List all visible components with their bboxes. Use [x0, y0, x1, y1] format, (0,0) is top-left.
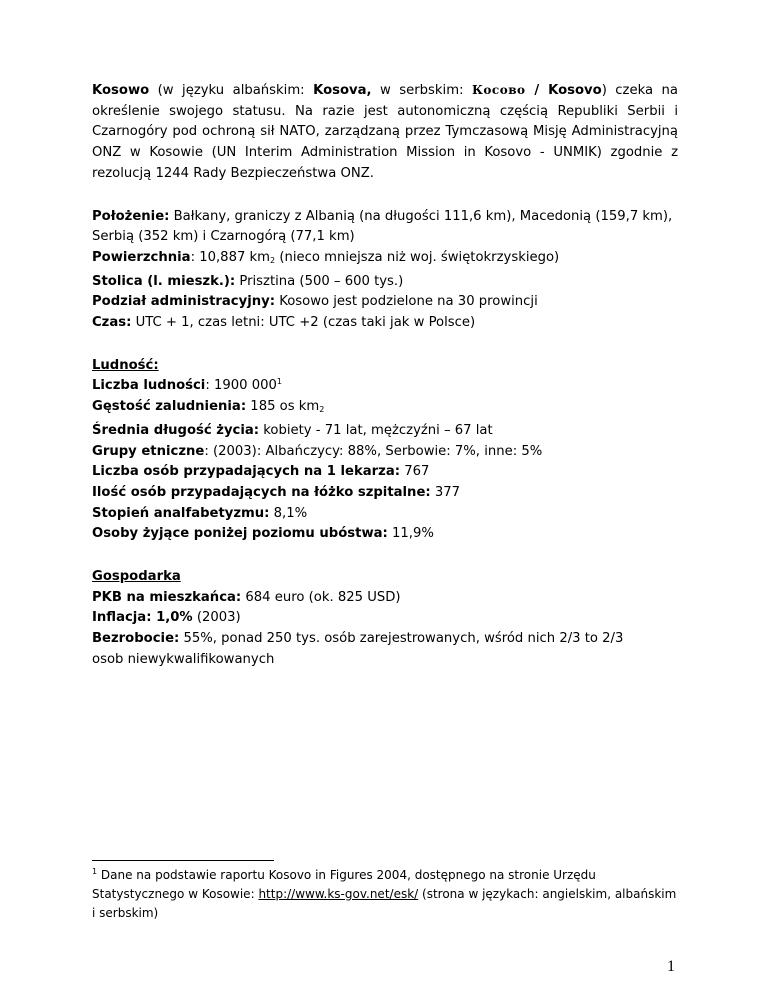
- footnote-ref: 1: [276, 377, 282, 387]
- gdp-row: [92, 588, 678, 609]
- hospital-beds-value: 377: [430, 484, 461, 500]
- doctors-value: 767: [400, 464, 430, 480]
- document-body: [92, 80, 678, 671]
- footnote-link[interactable]: http://www.ks-gov.net/esk/: [258, 887, 419, 901]
- kosova-term: Kosova,: [313, 83, 372, 98]
- illiteracy-value: 8,1%: [269, 505, 308, 521]
- cyrillic-name: Косово: [471, 83, 526, 97]
- population-count-row: [92, 376, 678, 397]
- location-value: Bałkany, graniczy z Albanią (na długości 111,6 km), Macedonią (159,7 km),: [169, 208, 673, 224]
- hospital-beds-row: [92, 483, 678, 504]
- inflation-row: [92, 608, 678, 629]
- location-value-cont: Serbią (352 km) i Czarnogórą (77,1 km): [92, 229, 355, 245]
- economy-heading: [92, 567, 678, 588]
- admin-division-label: Podział administracyjny:: [92, 294, 276, 310]
- life-expectancy-label: Średnia długość życia:: [92, 422, 260, 438]
- footnote-number: 1: [92, 867, 98, 876]
- capital-label: Stolica (l. mieszk.):: [92, 273, 236, 289]
- location-row: [92, 207, 678, 228]
- ethnic-groups-value: : (2003): Albańczycy: 88%, Serbowie: 7%, inne: 5%: [204, 443, 543, 459]
- footnote: [92, 866, 682, 923]
- illiteracy-label: Stopień analfabetyzmu:: [92, 505, 270, 521]
- doctors-label: Liczba osób przypadających na 1 lekarza:: [92, 464, 401, 480]
- ethnic-groups-row: [92, 442, 678, 463]
- unemployment-row: [92, 629, 640, 670]
- page-number: 1: [667, 958, 675, 975]
- capital-value: Prisztina (500 – 600 tys.): [235, 273, 404, 289]
- capital-row: [92, 272, 678, 293]
- footnote-divider: [92, 860, 274, 861]
- location-label: Położenie:: [92, 208, 170, 224]
- area-unit-sub: 2: [270, 255, 276, 265]
- admin-division-value: Kosowo jest podzielone na 30 prowincji: [275, 294, 538, 310]
- population-count-label: Liczba ludności: [92, 378, 206, 394]
- poverty-label: Osoby żyjące poniżej poziomu ubóstwa:: [92, 526, 388, 542]
- area-label: Powierzchnia: [92, 249, 191, 265]
- life-expectancy-value: kobiety - 71 lat, mężczyźni – 67 lat: [259, 422, 493, 438]
- economy-heading-text: Gospodarka: [92, 569, 181, 585]
- admin-division-row: [92, 292, 678, 313]
- life-expectancy-row: [92, 421, 678, 442]
- gdp-value: 684 euro (ok. 825 USD): [241, 589, 401, 605]
- doctors-row: [92, 462, 678, 483]
- poverty-row: [92, 524, 678, 545]
- density-unit-sub: 2: [319, 405, 325, 415]
- intro-text-1: (w języku albańskim:: [149, 83, 314, 98]
- inflation-value: (2003): [192, 610, 241, 626]
- kosowo-term: Kosowo: [92, 83, 150, 98]
- hospital-beds-label: Ilość osób przypadających na łóżko szpitalne:: [92, 484, 431, 500]
- area-value-cont: (nieco mniejsza niż woj. świętokrzyskiego): [275, 249, 560, 265]
- intro-text-3: ) czeka na określenie swojego statusu. Na razie jest autonomiczną częścią Republiki Serbii i Czarnogóry pod ochroną sił NATO, zarządzaną przez Tymczasową Misję Administracyjną ONZ w Kosowie (UN Interim Administration Mission in Kosovo - UNMIK) zgodnie z rezolucją 1244 Rady Bezpieczeństwa ONZ.: [92, 83, 678, 181]
- economy-section: [92, 567, 678, 671]
- inflation-label: Inflacja: 1,0%: [92, 610, 193, 626]
- density-label: Gęstość zaludnienia:: [92, 399, 247, 415]
- population-count-value: : 1900 000: [205, 378, 277, 394]
- time-row: [92, 313, 678, 334]
- illiteracy-row: [92, 504, 678, 525]
- gdp-label: PKB na mieszkańca:: [92, 589, 242, 605]
- population-heading: [92, 356, 678, 377]
- time-label: Czas:: [92, 315, 132, 331]
- poverty-value: 11,9%: [387, 526, 434, 542]
- unemployment-value: 55%, ponad 250 tys. osób zarejestrowanych, wśród nich 2/3 to 2/3 osob niewykwalifikowanych: [92, 631, 624, 667]
- density-row: [92, 397, 678, 421]
- unemployment-label: Bezrobocie:: [92, 631, 180, 647]
- kosovo-term: / Kosovo: [525, 83, 602, 98]
- population-heading-text: Ludność:: [92, 357, 159, 373]
- ethnic-groups-label: Grupy etniczne: [92, 443, 205, 459]
- density-value: 185 os km: [246, 399, 320, 415]
- area-row: [92, 248, 678, 272]
- intro-text-2: w serbskim:: [371, 83, 472, 98]
- footnote-text-cont: (strona w językach: angielskim, albańskim i serbskim): [92, 887, 677, 920]
- location-row-cont: [92, 227, 678, 248]
- intro-paragraph: [92, 80, 678, 185]
- time-value: UTC + 1, czas letni: UTC +2 (czas taki jak w Polsce): [131, 315, 476, 331]
- geography-section: [92, 207, 678, 334]
- population-section: [92, 356, 678, 545]
- footnote-text: Dane na podstawie raportu Kosovo in Figures 2004, dostępnego na stronie Urzędu Statystycznego w Kosowie:: [92, 868, 596, 901]
- area-value: : 10,887 km: [190, 249, 271, 265]
